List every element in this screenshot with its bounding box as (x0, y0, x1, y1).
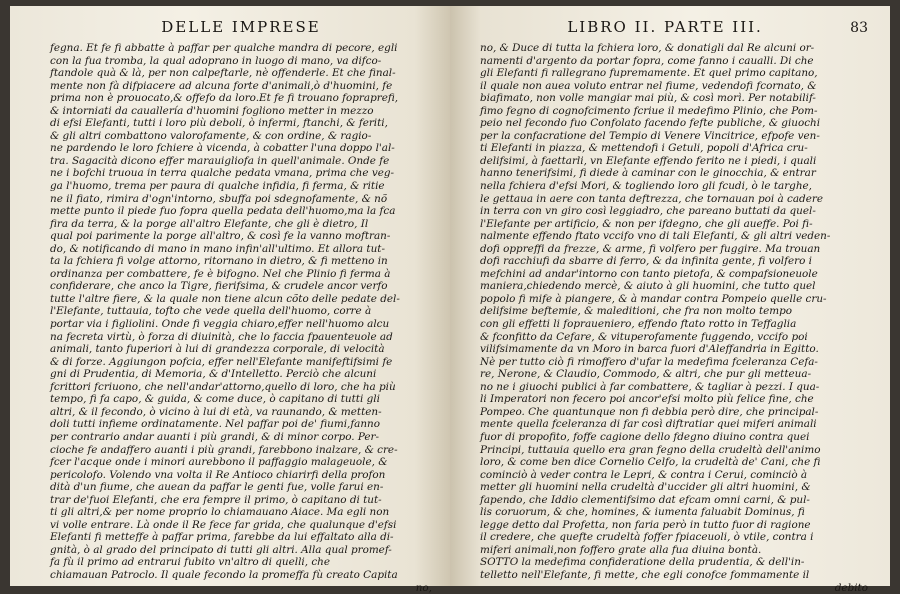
text-line: fcer l'acque onde i minori aurebbono il paffaggio malageuole, & (50, 456, 388, 469)
text-line: tutte l'altre fiere, & la quale non tiene alcun cõto delle pedate del- (50, 292, 400, 305)
text-line: pericolofo. Volendo vna volta il Re Antioco chiarirfi della profon (50, 468, 386, 481)
text-line: ti gli altri,& per nome proprio lo chiamauano Aiace. Ma egli non (50, 506, 390, 519)
text-line: fuor di propofito, foffe cagione dello fdegno diuino contra quei (480, 430, 810, 443)
text-line: Nè per tutto ciò fi rimoffero d'ufar la medefima fceleranza Cefa- (480, 355, 818, 368)
text-line: Principi, tuttauia quello era gran fegno della crudeltà dell'animo (480, 443, 821, 456)
text-line: le gettaua in aere con tanta deftrezza, che tornauan poi à cadere (480, 192, 823, 205)
text-line: portar via i figliolini. Onde fi veggia chiaro,effer nell'huomo alcu (50, 318, 390, 331)
text-line: no, & Duce di tutta la fchiera loro, & donatigli dal Re alcuni or- (480, 42, 815, 54)
text-line: do, & notificando di mano in mano infin'all'ultimo. Et allora tut- (50, 242, 385, 255)
text-line: gli Elefanti fi rallegrano fupremamente. Et quel primo capitano, (480, 67, 818, 80)
text-line: dofi racchiufi da sbarre di ferro, & da infinita gente, fi volfero i (480, 255, 812, 268)
text-line: di efsi Elefanti, tutti i loro più deboli, ò infermi, ftanchi, & feriti, (50, 117, 388, 130)
text-line: namenti d'argento da portar fopra, come fanno i caualli. Di che (480, 54, 814, 67)
left-page (10, 6, 450, 594)
text-line: cominciò à veder contra le Lepri, & contra i Cerui, cominciò à (480, 468, 808, 481)
text-line: ga l'huomo, trema per paura di qualche infidia, fi ferma, & ritie (50, 180, 385, 193)
right-running-head (480, 18, 868, 40)
text-line: tempo, fi fa capo, & guida, & come duce, ò capitano di tutti gli (50, 393, 380, 406)
text-line: cioche fe andaffero auanti i più grandi, farebbono inalzare, & cre- (50, 443, 398, 456)
text-line: no ne i giuochi publici à far combattere, & tagliar à pezzi. I qua- (480, 380, 820, 393)
text-line: miferi animali,non foffero grate alla fua diuina bontà. (480, 543, 762, 556)
right-page-number: 83 (850, 20, 868, 36)
text-line: legge detto dal Profetta, non faria però in tutto fuor di ragione (480, 518, 811, 531)
text-line: delifsime beftemie, & maleditioni, che fra non molto tempo (480, 305, 793, 318)
text-line: vilifsimamente da vn Moro in barca fuori d'Aleffandria in Egitto. (480, 343, 819, 356)
left-running-head (50, 18, 432, 40)
text-line: nalmente effendo ftato vccifo vno di tali Elefanti, & gli altri veden- (480, 230, 831, 243)
text-line: delifsimi, à faettarli, vn Elefante effendo ferito ne i piedi, i quali (480, 154, 817, 167)
text-line: il credere, che quefte crudeltà foffer fpiaceuoli, ò vtile, contra i (480, 531, 814, 544)
text-line: vi volle entrare. Là onde il Re fece far grida, che qualunque d'efsi (50, 518, 397, 531)
text-line: li Imperatori non fecero poi ancor'efsi molto più felice fine, che (480, 393, 814, 406)
text-line: fira da terra, & la porge all'altro Elefante, che gli è dietro, Il (50, 217, 369, 230)
text-line: maniera,chiedendo mercè, & aiuto à gli huomini, che tutto quel (480, 280, 816, 293)
right-page (450, 6, 890, 594)
text-line: gnità, ò al grado del principato di tutti gli altri. Alla qual promef- (50, 543, 392, 556)
text-line: & fconfitto da Cefare, & vituperofamente fuggendo, vccifo poi (480, 330, 808, 343)
text-line: peio nel fecondo fuo Confolato facendo fefte publiche, & giuochi (480, 117, 821, 130)
text-line: l'Elefante, tuttauia, tofto che vede quella dell'huomo, corre à (50, 305, 372, 318)
right-running-head-title: LIBRO II. PARTE III. (567, 18, 763, 36)
text-line: l'Elefante per artificio, & non per ifdegno, che gli aueffe. Poi fi- (480, 217, 813, 230)
text-line: prima non è prouocato,& offefo da loro.Et fe fi trouano fopraprefi, (50, 92, 399, 105)
text-line: & di forze. Aggiungon pofcia, effer nell'Elefante manifeftifsimi fe (50, 355, 393, 368)
text-line: nella fchiera d'efsi Mori, & togliendo loro gli fcudi, ò le targhe, (480, 180, 812, 193)
text-line: & intorniati da cauallería d'huomini fogliono metter in mezzo (50, 104, 374, 117)
text-line: hanno tenerifsimi, fi diede à caminar con le ginocchia, & entrar (480, 167, 816, 180)
text-line: in terra con vn giro così leggiadro, che pareano buttati da quel- (480, 205, 816, 218)
text-line: confiderare, che anco la Tigre, fierifsima, & crudele ancor verfo (50, 280, 388, 293)
text-line: lis coruorum, & che, homines, & iumenta faluabit Dominus, fi (480, 506, 805, 519)
text-line: ta la fchiera fi volge attorno, ritornano in dietro, & fi metteno in (50, 255, 388, 268)
text-line: doli tutti infieme ordinatamente. Nel paffar poi de' fiumi,fanno (50, 418, 380, 431)
text-line: mente non fà difpiacere ad alcuna forte d'animali,ò d'huomini, fe (50, 79, 393, 92)
text-line: con la fua tromba, la qual adoprano in luogo di mano, va difco- (50, 54, 382, 67)
text-line: popolo fi mife à piangere, & à mandar contra Pompeio quelle cru- (480, 292, 827, 305)
text-line: ne il fiato, rimira d'ogn'intorno, sbuffa poi sdegnofamente, & nõ (50, 192, 388, 205)
text-line: re, Nerone, & Claudio, Commodo, & altri, che pur gli metteua- (480, 368, 812, 381)
left-page-text (50, 42, 432, 582)
text-line: SOTTO la medefima confideratione della prudentia, & dell'in- (480, 556, 805, 569)
book-spread (10, 6, 890, 594)
text-line: ftandole quà & là, per non calpeftarle, nè offenderle. Et che final- (50, 67, 396, 80)
text-line: per la confacratione del Tempio di Venere Vincitrice, efpofe ven- (480, 129, 820, 142)
text-line: Elefanti fi metteffe à paffar prima, farebbe da lui effaltato alla di- (50, 531, 394, 544)
text-line: dità d'un fiume, che auean da paffar le genti fue, volle farui en- (50, 481, 384, 494)
text-line: ti Elefanti in piazza, & mettendofi i Getuli, popoli d'Africa cru- (480, 142, 808, 155)
text-line: biafimato, non volle mangiar mai più, & così morì. Per notabilif- (480, 92, 816, 105)
text-line: mette punto il piede fuo fopra quella pedata dell'huomo,ma la fca (50, 205, 396, 218)
text-line: ordinanza per combattere, fe è bifogno. Nel che Plinio fi ferma à (50, 267, 391, 280)
text-line: per contrario andar auanti i più grandi, & di minor corpo. Per- (50, 430, 380, 443)
text-line: altri, & il fecondo, ò vicino à lui di età, va raunando, & metten- (50, 405, 382, 418)
text-line: animali, tanto fuperiori à lui di grandezza corporale, di velocità (50, 343, 385, 356)
text-line: il quale non auea voluto entrar nel fiume, vedendofi fcornato, & (480, 79, 817, 92)
text-line: tra. Sagacità dicono effer marauigliofa in quell'animale. Onde fe (50, 154, 390, 167)
text-line: na fecreta virtù, ò forza di diuinità, che lo faccia fpauenteuole ad (50, 330, 393, 343)
left-running-head-title: DELLE IMPRESE (161, 18, 321, 36)
text-line: mefchini ad andar'intorno con tanto pietofa, & compafsioneuole (480, 267, 818, 280)
text-line: chiamauan Patroclo. Il quale fecondo la promeffa fù creato Capita (50, 568, 398, 581)
text-line: dofi oppreffi da frezze, & arme, fi volfero per fuggire. Ma trouan (480, 242, 821, 255)
text-line: metter gli huomini nella crudeltà d'uccider gli altri huomini, & (480, 481, 811, 494)
text-line: fapendo, che Iddio clementifsimo dat efcam omni carni, & pul- (480, 493, 810, 506)
text-line: gni di Prudentia, di Memoria, & d'Intelletto. Perciò che alcuni (50, 368, 377, 381)
text-line: fcrittori fcriuono, che nell'andar'attorno,quello di loro, che ha più (50, 380, 396, 393)
right-catchword: debito (834, 581, 868, 594)
text-line: loro, & come ben dice Cornelio Celfo, la crudeltà de' Cani, che fi (480, 456, 821, 469)
text-line: con gli effetti li fopraueniero, effendo ftato rotto in Teffaglia (480, 318, 797, 331)
text-line: & gli altri combattono valorofamente, & con ordine, & ragio- (50, 129, 372, 142)
left-catchword: no, (415, 581, 432, 594)
text-line: telletto nell'Elefante, fi mette, che egli conofce fommamente il (480, 568, 810, 581)
text-line: Pompeo. Che quantunque non fi debbia però dire, che principal- (480, 405, 819, 418)
text-line: fimo fegno di cognofcimento fcriue il medefimo Plinio, che Pom- (480, 104, 818, 117)
text-line: ne i bofchi truoua in terra qualche pedata vmana, prima che veg- (50, 167, 395, 180)
right-page-text (480, 42, 868, 582)
text-line: mente quella fceleranza di far così diftratiar quei miferi animali (480, 418, 817, 431)
text-line: qual poi parimente la porge all'altro, & così fe la vanno moftran- (50, 230, 391, 243)
text-line: fa fù il primo ad entrarui fubito vn'altro di quelli, che (50, 556, 330, 569)
text-line: fegna. Et fe fi abbatte à paffar per qualche mandra di pecore, egli (50, 42, 398, 54)
text-line: ne pardendo le loro fchiere à vicenda, à cobatter l'una doppo l'al- (50, 142, 395, 155)
text-line: trar de'fuoi Elefanti, che era fempre il primo, ò capitano di tut- (50, 493, 382, 506)
